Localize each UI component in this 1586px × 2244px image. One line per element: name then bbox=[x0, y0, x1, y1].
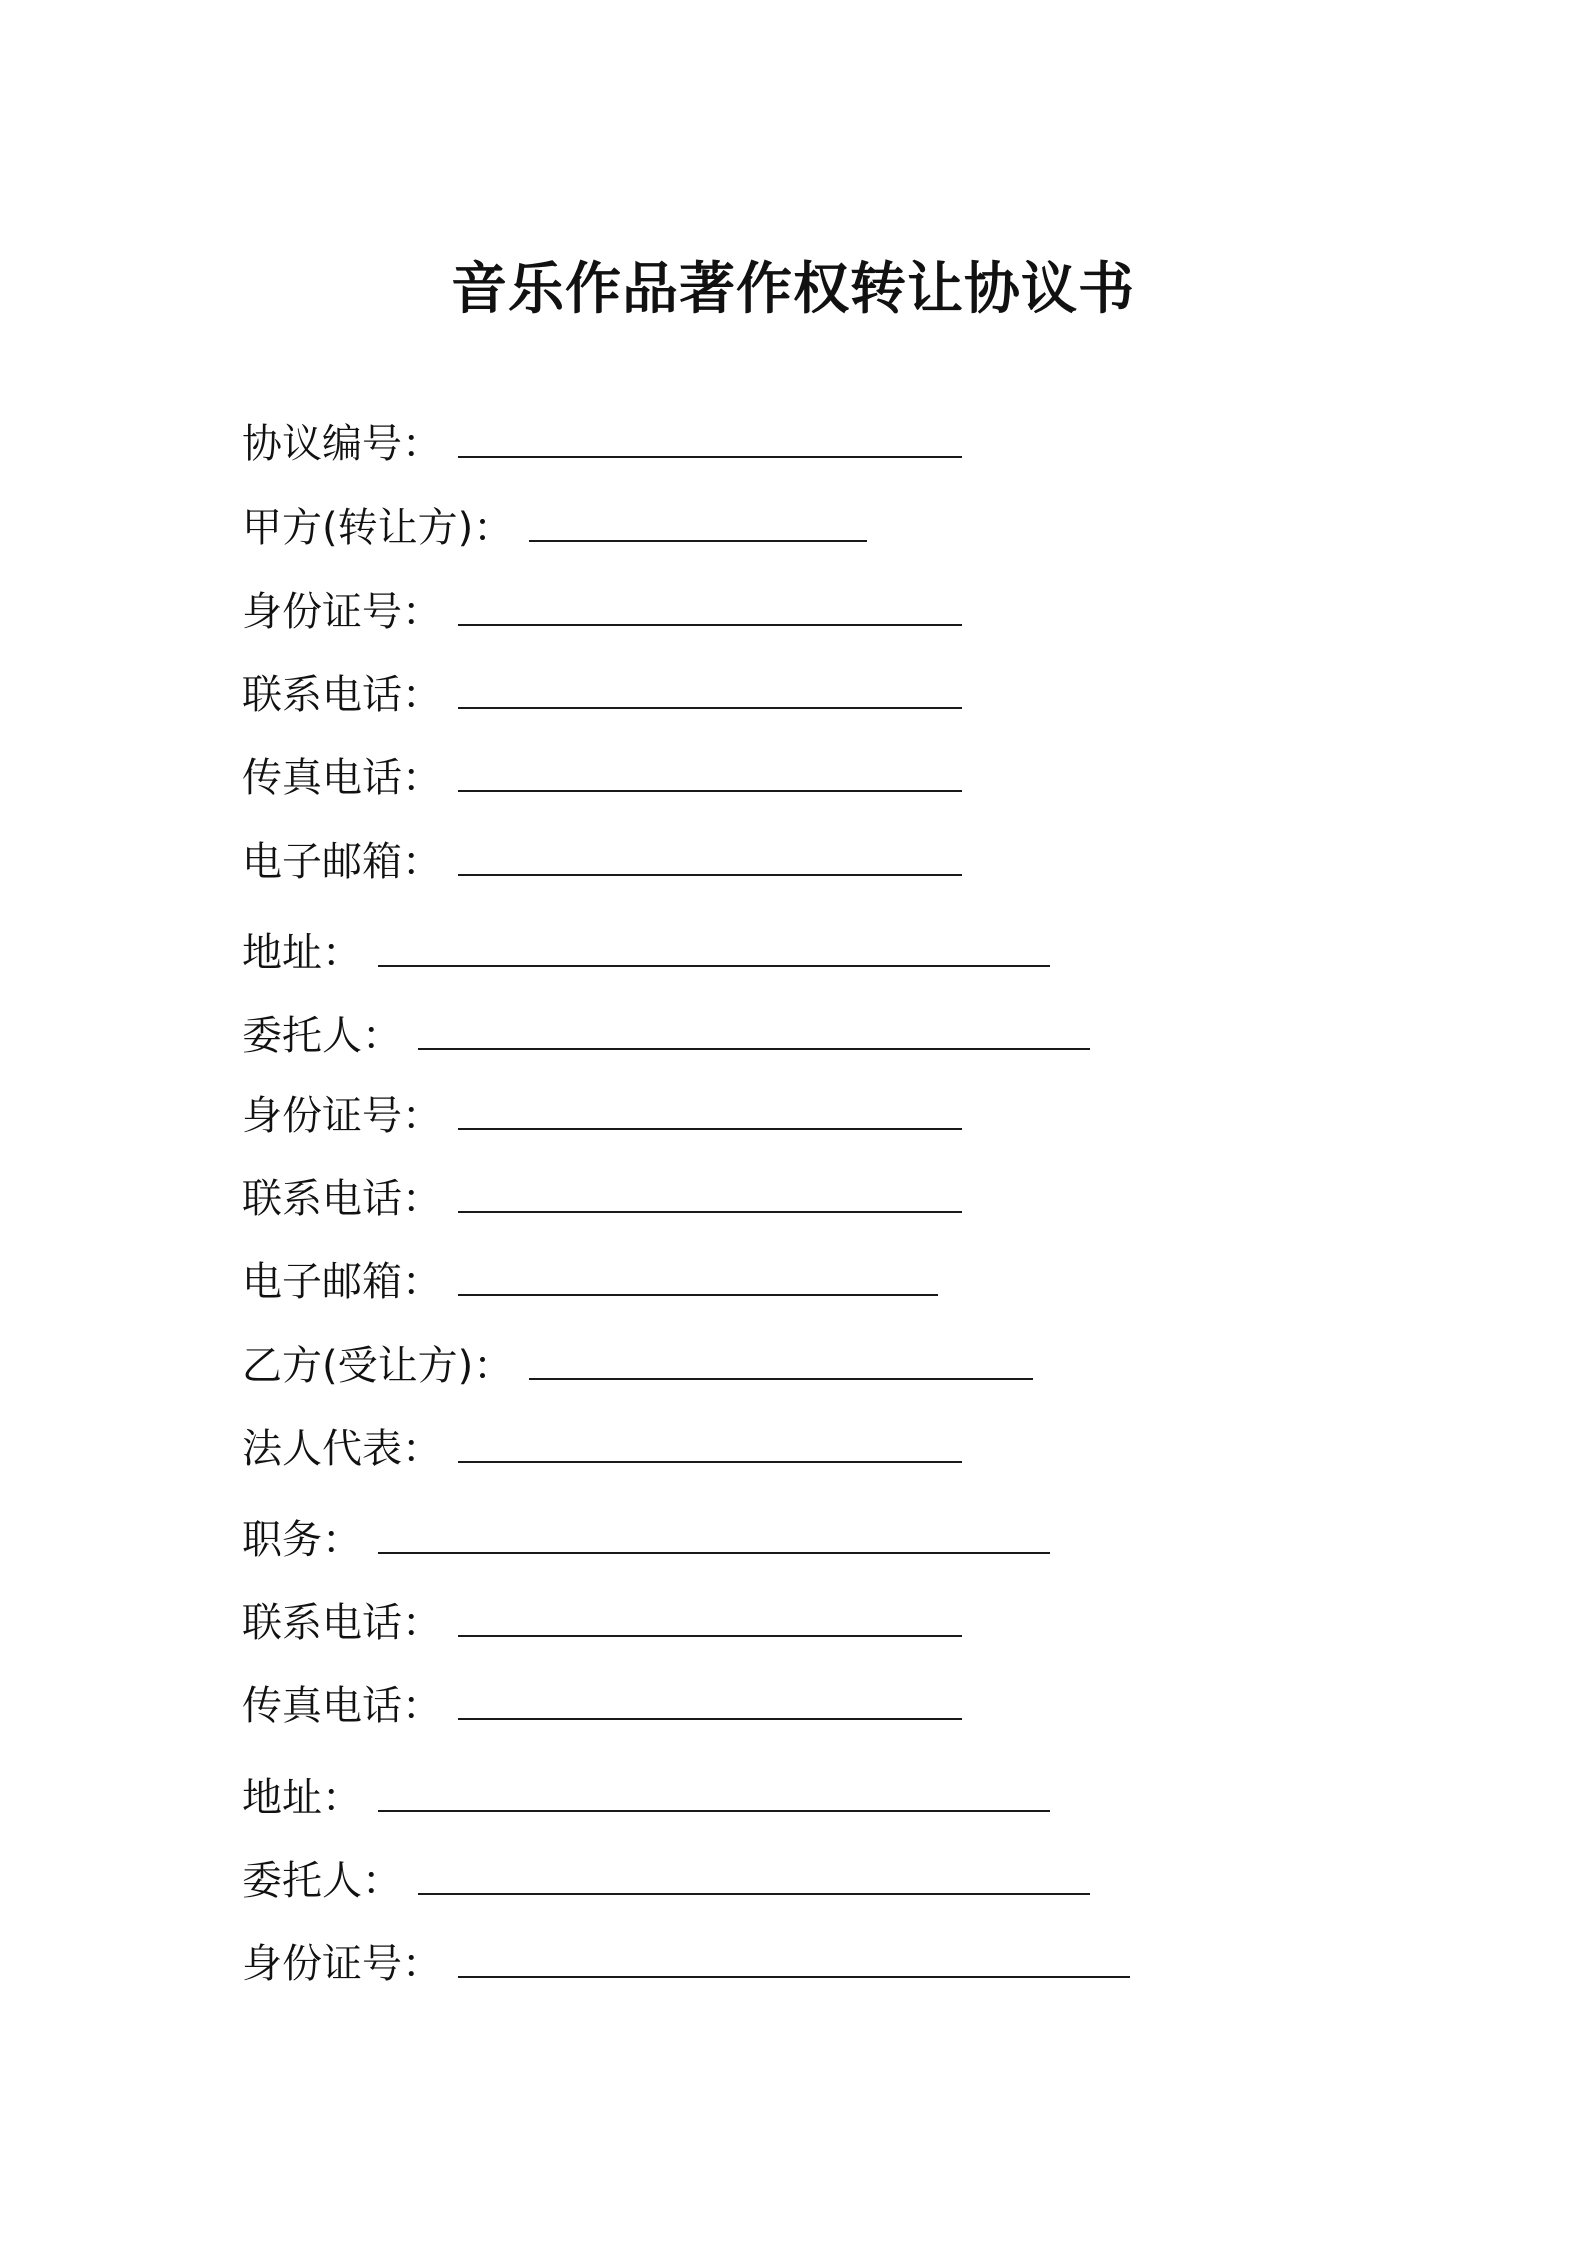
field-party-a bbox=[242, 500, 867, 556]
blank-line[interactable] bbox=[458, 416, 962, 458]
field-label: 传真电话： bbox=[242, 1683, 442, 1729]
field-party-a-agent-phone bbox=[242, 1171, 962, 1227]
blank-line[interactable] bbox=[529, 1338, 1033, 1380]
document-title: 音乐作品著作权转让协议书 bbox=[451, 257, 1135, 322]
blank-line[interactable] bbox=[458, 1421, 962, 1463]
field-label: 身份证号： bbox=[242, 1093, 442, 1139]
field-label: 联系电话： bbox=[242, 1176, 442, 1222]
field-party-a-agent-id-number bbox=[242, 1088, 962, 1144]
field-label: 联系电话： bbox=[242, 1600, 442, 1646]
field-party-a-fax bbox=[242, 750, 962, 806]
field-label: 联系电话： bbox=[242, 672, 442, 718]
blank-line[interactable] bbox=[458, 834, 962, 876]
blank-line[interactable] bbox=[458, 1171, 962, 1213]
field-label: 委托人： bbox=[242, 1013, 402, 1059]
field-label: 身份证号： bbox=[242, 589, 442, 635]
blank-line[interactable] bbox=[458, 667, 962, 709]
field-label: 职务： bbox=[242, 1517, 362, 1563]
field-label: 地址： bbox=[242, 930, 362, 976]
field-party-b-legal-representative bbox=[242, 1421, 962, 1477]
blank-line[interactable] bbox=[418, 1008, 1090, 1050]
field-label: 电子邮箱： bbox=[242, 1259, 442, 1305]
field-agreement-number bbox=[242, 416, 962, 472]
field-label: 协议编号： bbox=[242, 421, 442, 467]
blank-line[interactable] bbox=[458, 584, 962, 626]
field-party-a-address bbox=[242, 925, 1050, 981]
blank-line[interactable] bbox=[458, 1088, 962, 1130]
blank-line[interactable] bbox=[458, 1595, 962, 1637]
field-party-b-position bbox=[242, 1512, 1050, 1568]
field-label: 地址： bbox=[242, 1775, 362, 1821]
blank-line[interactable] bbox=[418, 1853, 1090, 1895]
field-party-b-address bbox=[242, 1770, 1050, 1826]
blank-line[interactable] bbox=[378, 925, 1050, 967]
field-party-b-agent-id-number bbox=[242, 1936, 1130, 1992]
blank-line[interactable] bbox=[458, 750, 962, 792]
field-party-a-agent bbox=[242, 1008, 1090, 1064]
field-label: 电子邮箱： bbox=[242, 839, 442, 885]
blank-line[interactable] bbox=[378, 1512, 1050, 1554]
field-label: 传真电话： bbox=[242, 755, 442, 801]
field-party-b-fax bbox=[242, 1678, 962, 1734]
field-label: 身份证号： bbox=[242, 1941, 442, 1987]
field-label: 甲方(转让方)： bbox=[242, 505, 514, 551]
blank-line[interactable] bbox=[378, 1770, 1050, 1812]
blank-line[interactable] bbox=[458, 1936, 1130, 1978]
field-label: 乙方(受让方)： bbox=[242, 1343, 514, 1389]
field-label: 委托人： bbox=[242, 1858, 402, 1904]
blank-line[interactable] bbox=[458, 1678, 962, 1720]
field-party-b-phone bbox=[242, 1595, 962, 1651]
field-party-b-agent bbox=[242, 1853, 1090, 1909]
blank-line[interactable] bbox=[458, 1254, 938, 1296]
field-party-a-id-number bbox=[242, 584, 962, 640]
field-party-a-email bbox=[242, 834, 962, 890]
field-label: 法人代表： bbox=[242, 1426, 442, 1472]
field-party-b bbox=[242, 1338, 1033, 1394]
field-party-a-agent-email bbox=[242, 1254, 938, 1310]
blank-line[interactable] bbox=[529, 500, 867, 542]
field-party-a-phone bbox=[242, 667, 962, 723]
